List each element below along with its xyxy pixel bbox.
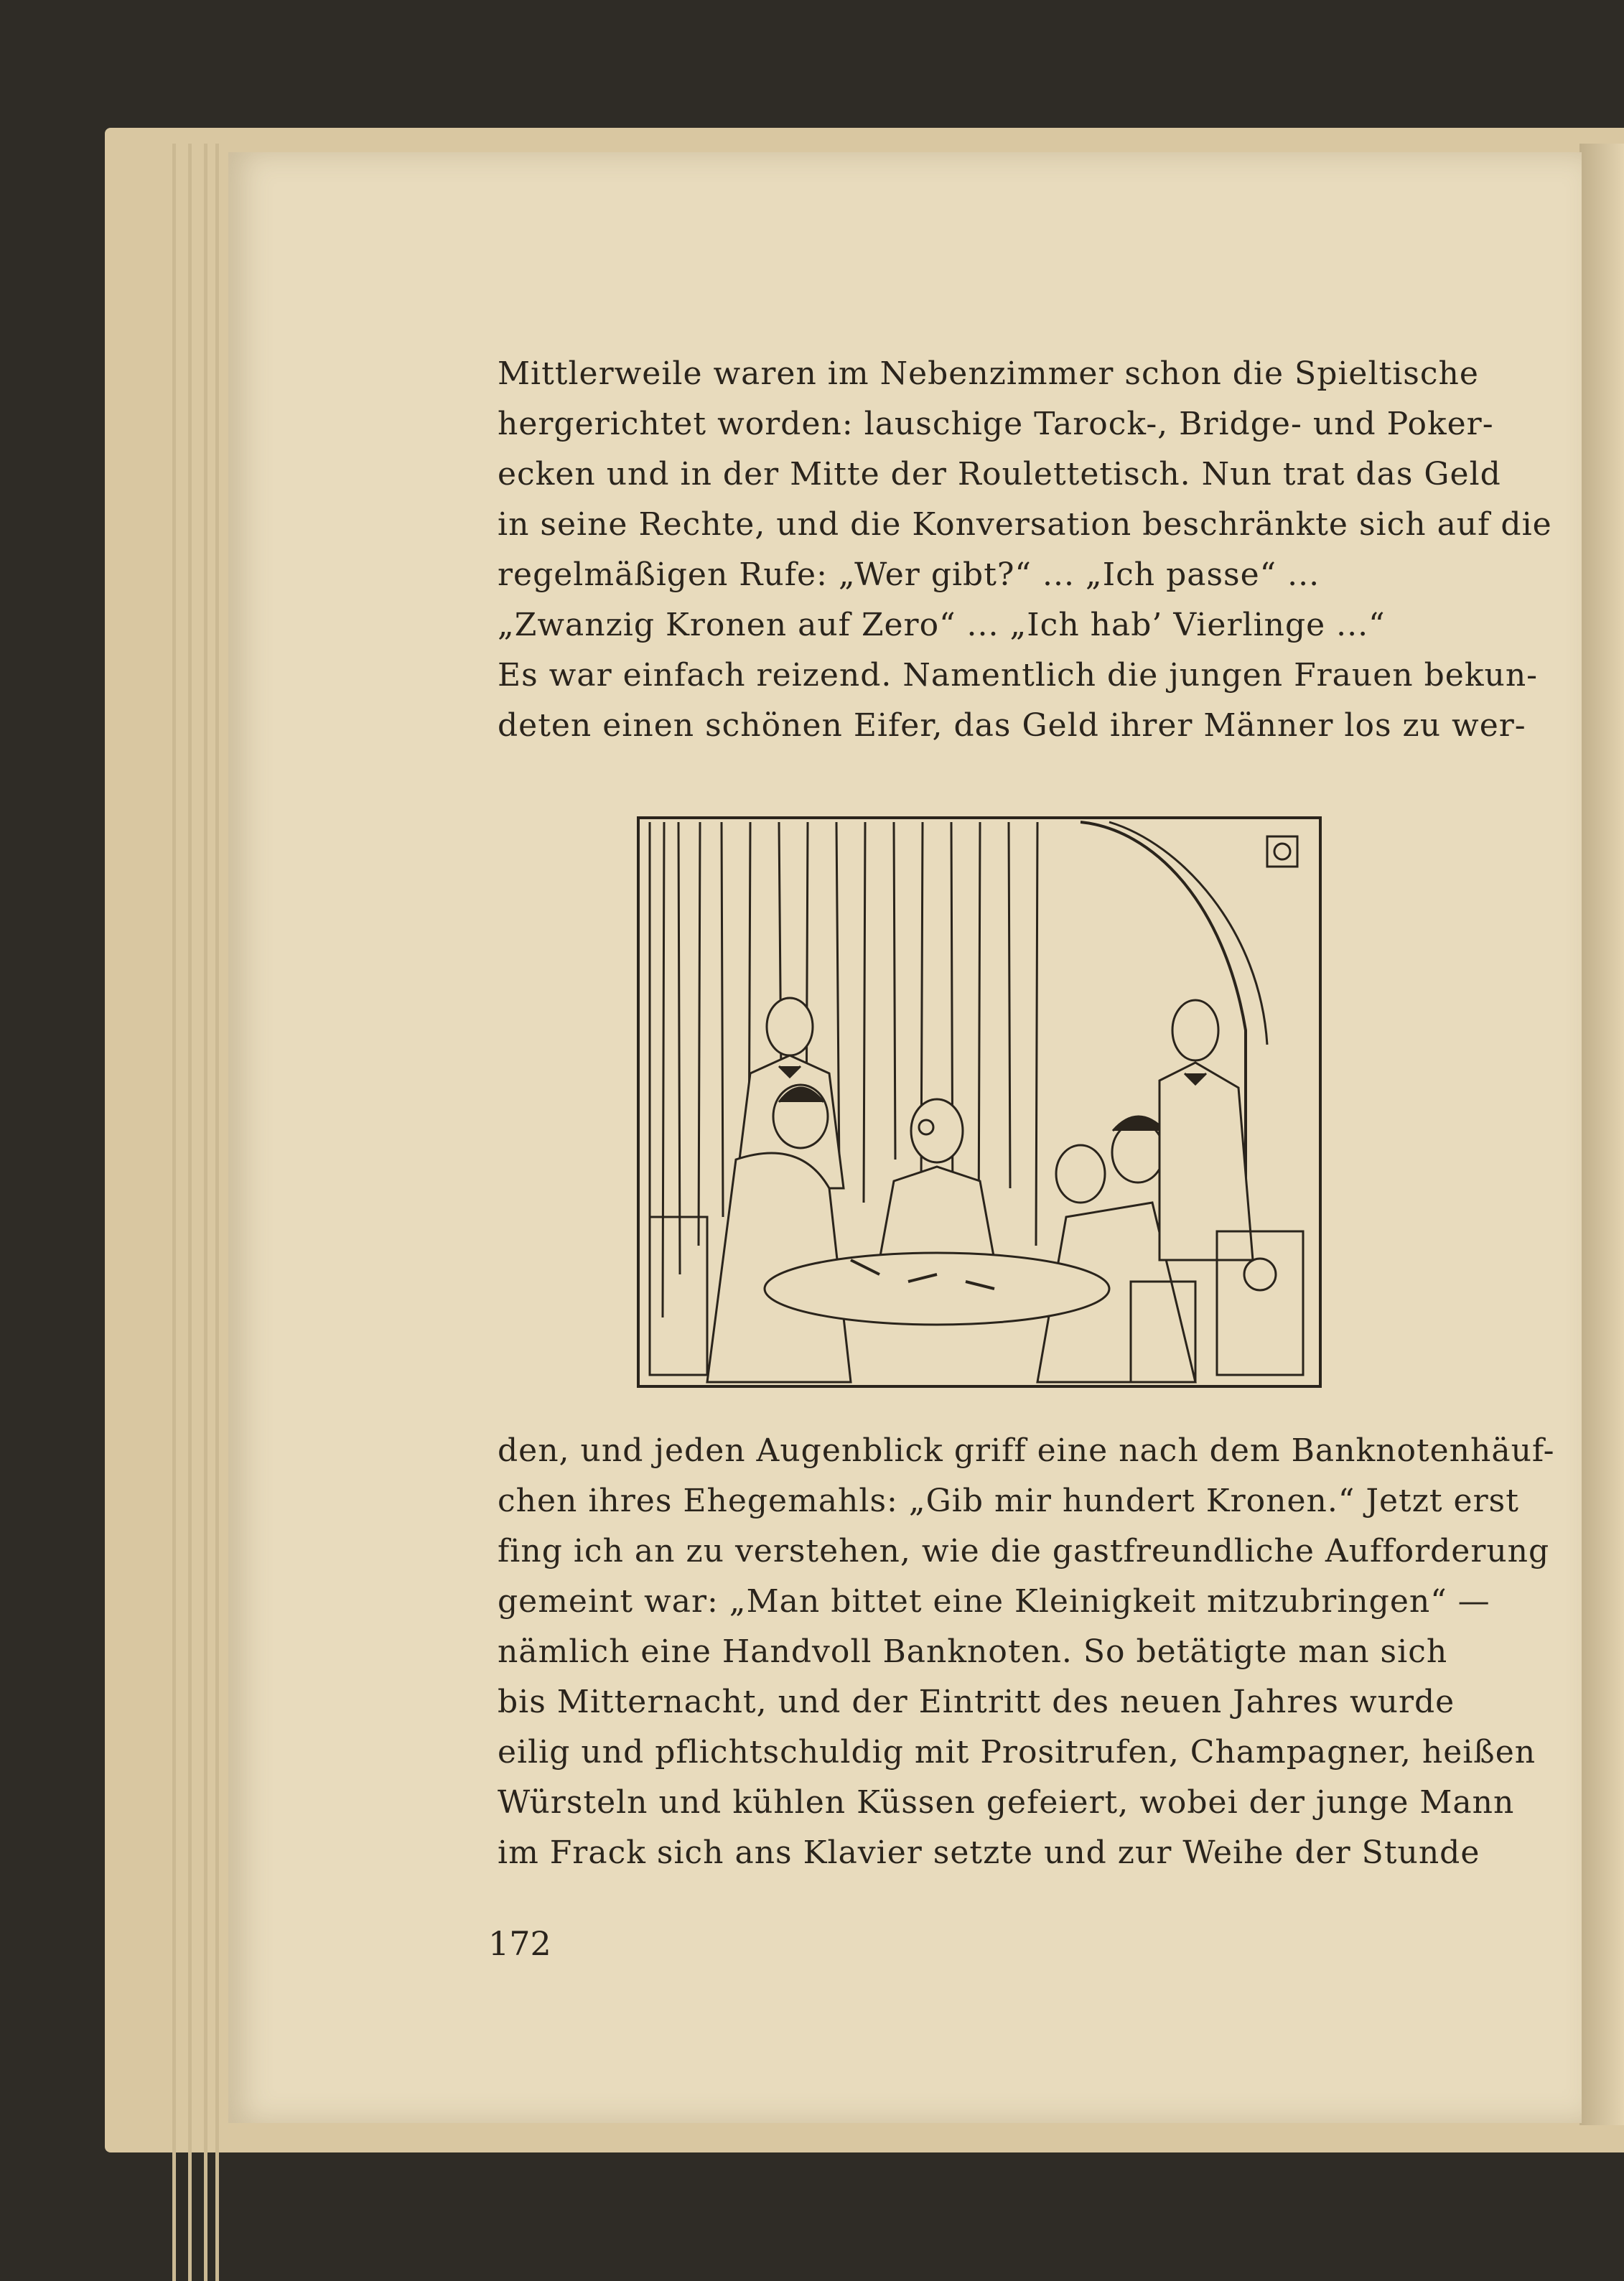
- text-line: in seine Rechte, und die Konversation beschränkte sich auf die: [498, 506, 1552, 543]
- page-stack-edge: [188, 144, 192, 2281]
- text-line: „Zwanzig Kronen auf Zero“ ... „Ich hab’ Vierlinge ...“: [498, 607, 1386, 643]
- text-line: den, und jeden Augenblick griff eine nach dem Banknotenhäuf-: [498, 1432, 1555, 1469]
- body-text-bottom: [498, 1432, 1555, 1892]
- text-line: Es war einfach reizend. Namentlich die jungen Frauen bekun-: [498, 657, 1539, 694]
- text-line: deten einen schönen Eifer, das Geld ihrer Männer los zu wer-: [498, 707, 1526, 744]
- text-line: eilig und pflichtschuldig mit Prositrufen, Champagner, heißen: [498, 1734, 1536, 1771]
- text-line: hergerichtet worden: lauschige Tarock-, Bridge- und Poker-: [498, 406, 1494, 442]
- text-line: im Frack sich ans Klavier setzte und zur Weihe der Stunde: [498, 1834, 1480, 1871]
- text-line: fing ich an zu verstehen, wie die gastfreundliche Aufforderung: [498, 1533, 1550, 1569]
- text-line: gemeint war: „Man bittet eine Kleinigkeit mitzubringen“ —: [498, 1583, 1490, 1620]
- card-players-illustration: [635, 815, 1323, 1389]
- text-line: nämlich eine Handvoll Banknoten. So betätigte man sich: [498, 1633, 1448, 1670]
- page-stack-edge: [172, 144, 176, 2281]
- text-line: regelmäßigen Rufe: „Wer gibt?“ ... „Ich passe“ ...: [498, 556, 1320, 593]
- text-line: bis Mitternacht, und der Eintritt des neuen Jahres wurde: [498, 1684, 1455, 1720]
- body-text-top: [498, 355, 1552, 757]
- page-stack-edge: [215, 144, 219, 2281]
- page-number: 172: [488, 1924, 551, 1963]
- text-line: Mittlerweile waren im Nebenzimmer schon die Spieltische: [498, 355, 1479, 392]
- page-stack-edge: [204, 144, 207, 2281]
- facing-page-edge: [1579, 144, 1624, 2125]
- text-line: Würsteln und kühlen Küssen gefeiert, wobei der junge Mann: [498, 1784, 1515, 1821]
- text-line: ecken und in der Mitte der Roulettetisch. Nun trat das Geld: [498, 456, 1501, 493]
- text-line: chen ihres Ehegemahls: „Gib mir hundert Kronen.“ Jetzt erst: [498, 1483, 1519, 1519]
